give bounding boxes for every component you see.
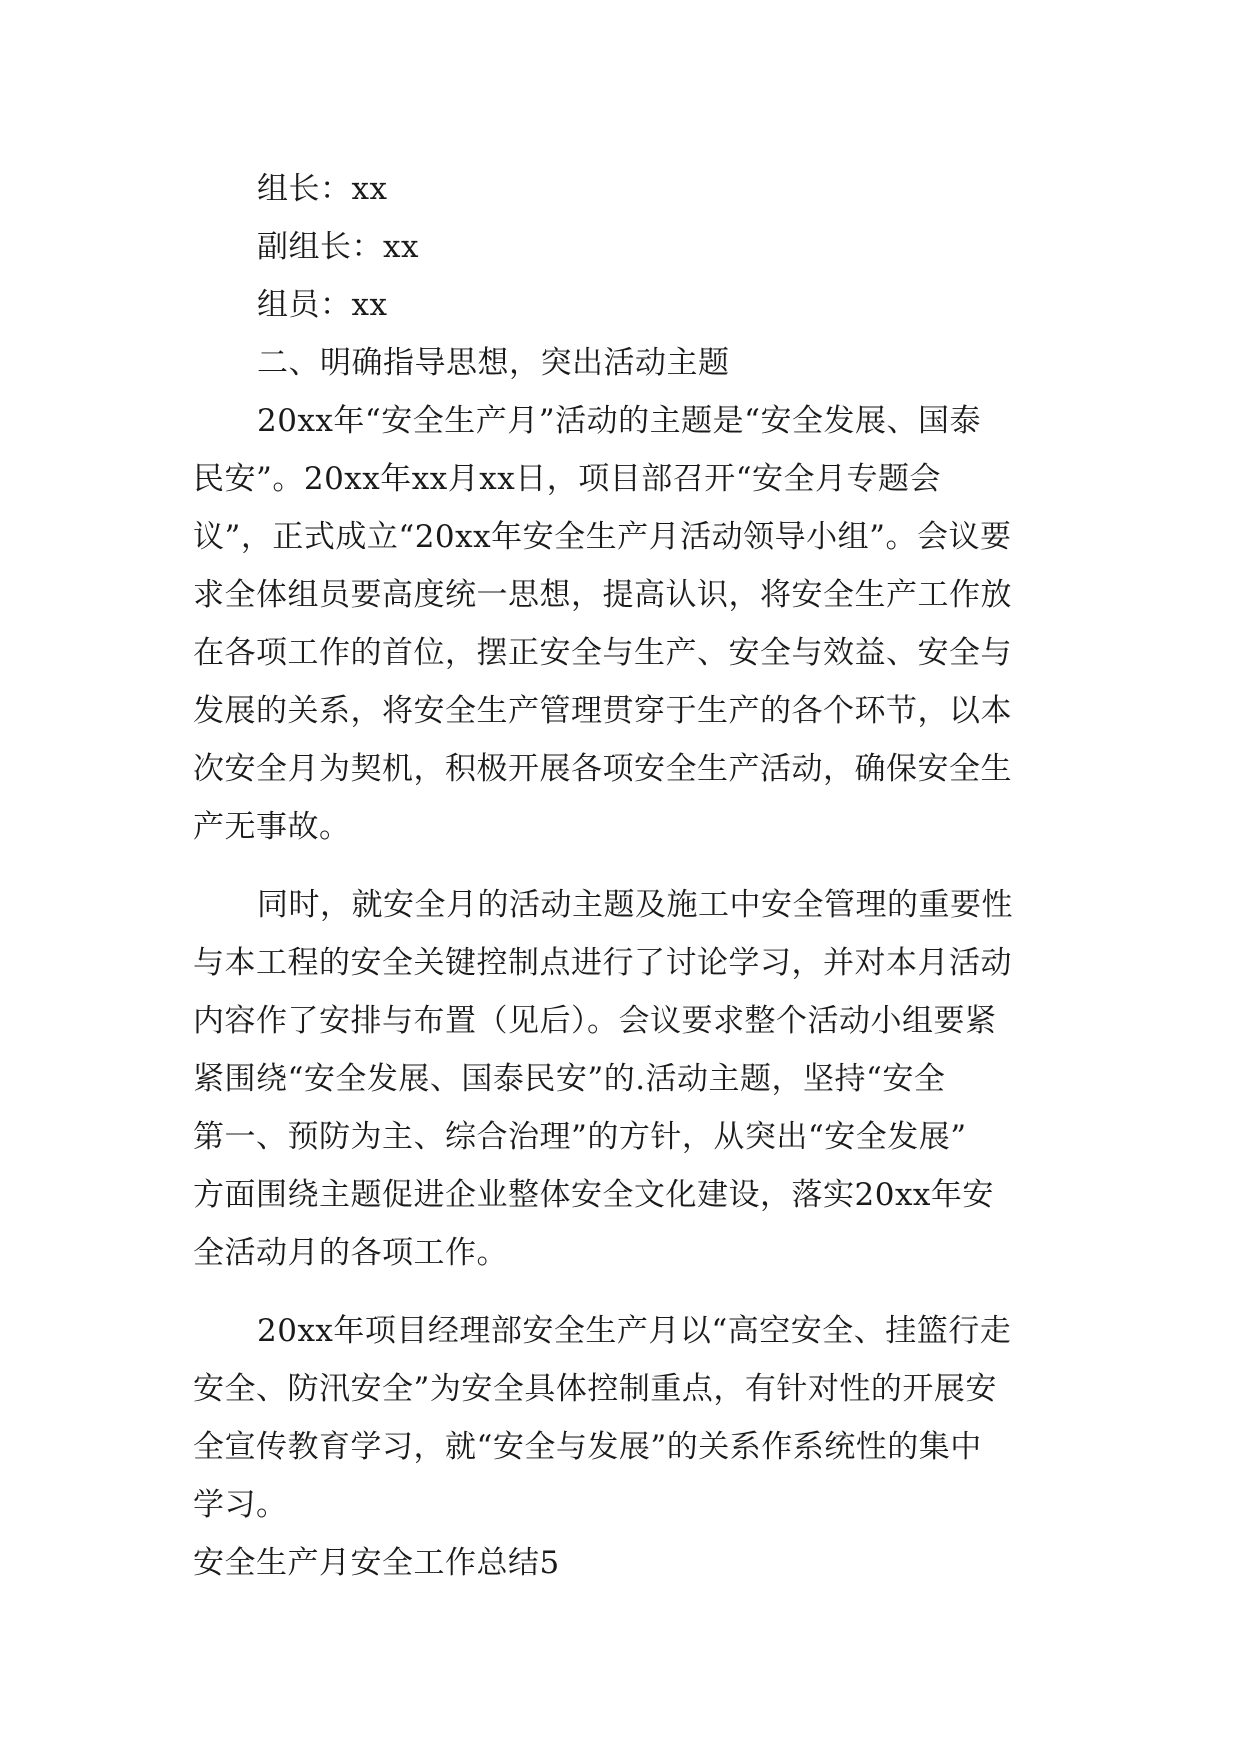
paragraph-line: 全宣传教育学习，就“安全与发展”的关系作系统性的集中 bbox=[193, 1429, 982, 1465]
paragraph-line: 第一、预防为主、综合治理”的方针，从突出“安全发展” bbox=[193, 1119, 967, 1155]
section-heading: 二、明确指导思想，突出活动主题 bbox=[257, 345, 730, 381]
paragraph-gap bbox=[193, 856, 1053, 876]
document-body bbox=[193, 160, 1053, 1592]
paragraph-line: 次安全月为契机，积极开展各项安全生产活动，确保安全生 bbox=[193, 751, 1012, 787]
paragraph-line: 发展的关系，将安全生产管理贯穿于生产的各个环节，以本 bbox=[193, 693, 1012, 729]
member-line: 组员：xx bbox=[257, 287, 388, 323]
paragraph-line: 全活动月的各项工作。 bbox=[193, 1235, 508, 1271]
paragraph-line: 20xx年“安全生产月”活动的主题是“安全发展、国泰 bbox=[257, 403, 981, 439]
paragraph-2 bbox=[193, 876, 1053, 1282]
paragraph-3 bbox=[193, 1302, 1053, 1534]
paragraph-line: 与本工程的安全关键控制点进行了讨论学习，并对本月活动 bbox=[193, 945, 1012, 981]
paragraph-line: 安全、防汛安全”为安全具体控制重点，有针对性的开展安 bbox=[193, 1371, 997, 1407]
next-section-title: 安全生产月安全工作总结5 bbox=[193, 1545, 560, 1581]
leader-line: 组长：xx bbox=[257, 171, 388, 207]
paragraph-line: 产无事故。 bbox=[193, 809, 351, 845]
paragraph-1 bbox=[193, 392, 1053, 856]
paragraph-line: 民安”。20xx年xx月xx日，项目部召开“安全月专题会 bbox=[193, 461, 942, 497]
paragraph-line: 20xx年项目经理部安全生产月以“高空安全、挂篮行走 bbox=[257, 1313, 1012, 1349]
paragraph-line: 议”，正式成立“20xx年安全生产月活动领导小组”。会议要 bbox=[193, 519, 1012, 555]
paragraph-line: 方面围绕主题促进企业整体安全文化建设，落实20xx年安 bbox=[193, 1177, 994, 1213]
paragraph-line: 求全体组员要高度统一思想，提高认识，将安全生产工作放 bbox=[193, 577, 1012, 613]
paragraph-line: 在各项工作的首位，摆正安全与生产、安全与效益、安全与 bbox=[193, 635, 1012, 671]
paragraph-line: 同时，就安全月的活动主题及施工中安全管理的重要性 bbox=[257, 887, 1013, 923]
paragraph-line: 学习。 bbox=[193, 1487, 288, 1523]
paragraph-line: 紧围绕“安全发展、国泰民安”的.活动主题，坚持“安全 bbox=[193, 1061, 946, 1097]
deputy-leader-line: 副组长：xx bbox=[257, 229, 419, 265]
paragraph-gap bbox=[193, 1282, 1053, 1302]
paragraph-line: 内容作了安排与布置（见后）。会议要求整个活动小组要紧 bbox=[193, 1003, 997, 1039]
